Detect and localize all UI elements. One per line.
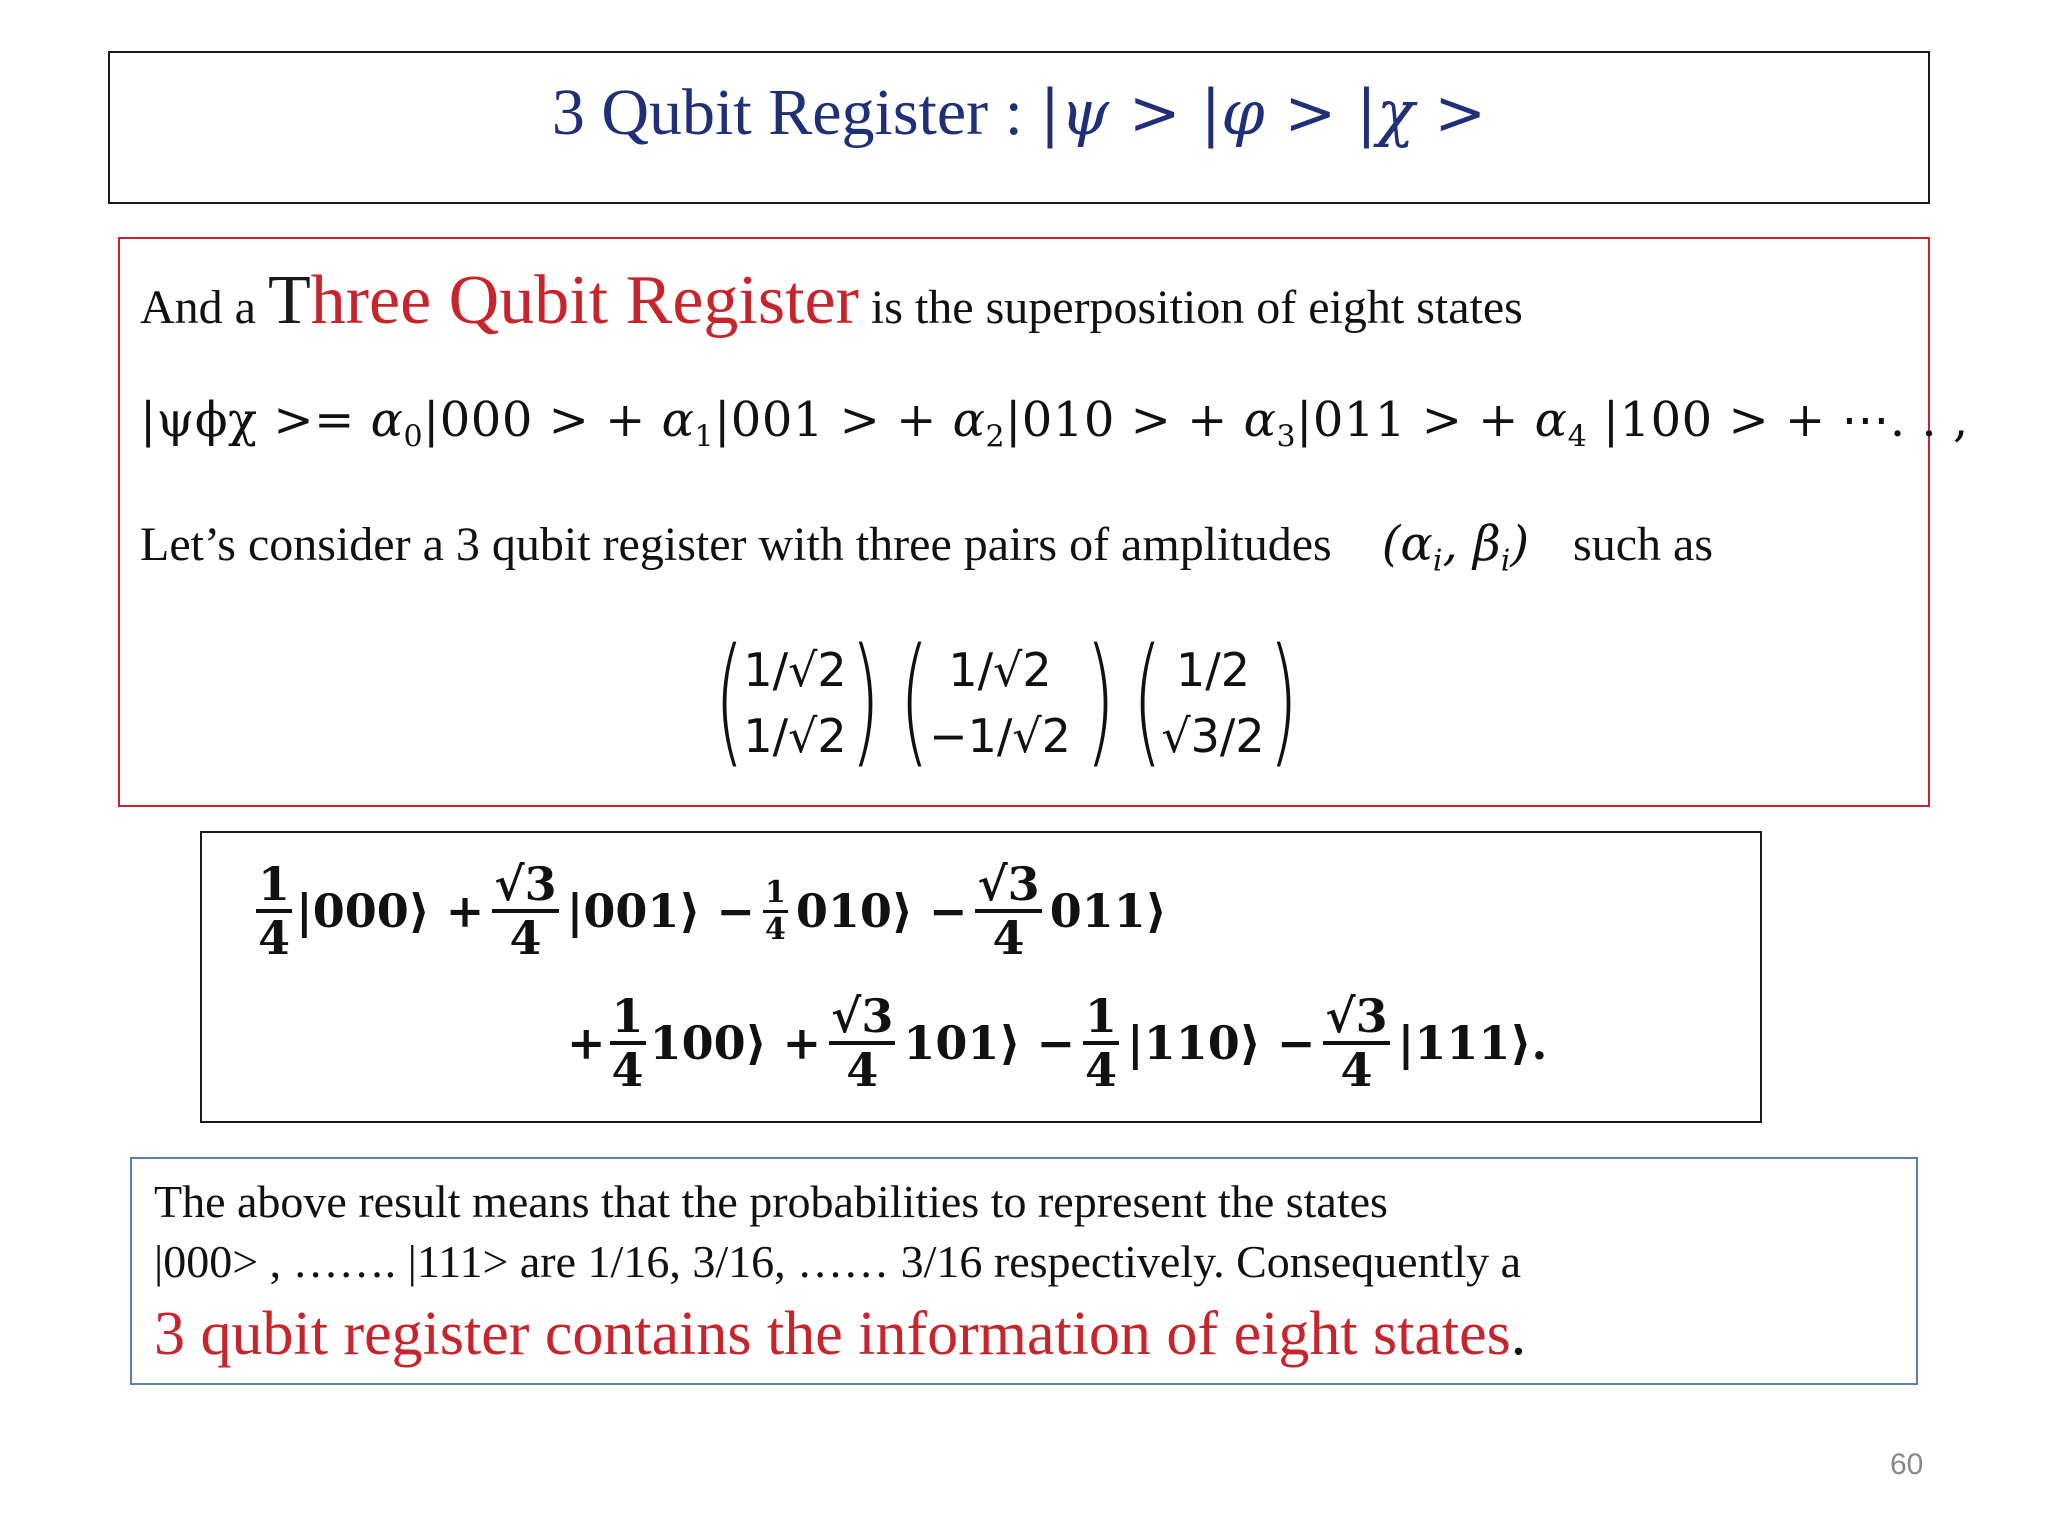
ket: |001 > xyxy=(714,392,897,448)
vector-3-top: 1/2 xyxy=(1175,643,1251,697)
ket-term: |110⟩ − xyxy=(1127,1016,1316,1070)
amplitude-vectors xyxy=(714,619,1440,782)
conclusion-text: 3 qubit register contains the information of eight states xyxy=(154,1300,1511,1368)
numerator: √3 xyxy=(1325,989,1388,1043)
result-line-2: |000> , ……. |111> are 1/16, 3/16, …… 3/16 respectively. Consequently a xyxy=(154,1236,1522,1287)
slide-title xyxy=(110,75,1928,151)
denominator: 4 xyxy=(846,1043,879,1097)
intro-text-a: And a xyxy=(140,281,268,334)
coef-sub: 0 xyxy=(403,419,424,455)
intro-line-1 xyxy=(140,261,1523,341)
fraction xyxy=(763,874,788,947)
denominator: 4 xyxy=(611,1043,644,1097)
denominator: 4 xyxy=(258,911,291,965)
state-lhs: |ψϕχ >= xyxy=(140,392,371,448)
term-4 xyxy=(1478,392,1969,455)
equation-row-1 xyxy=(252,857,1167,965)
ket: |000 > xyxy=(423,392,606,448)
vector-1 xyxy=(714,619,881,782)
vector-3-bottom: √3/2 xyxy=(1161,709,1265,763)
ket-term: |111⟩. xyxy=(1397,1016,1548,1070)
coef: + α xyxy=(896,392,986,448)
fraction xyxy=(1323,989,1389,1097)
coef: + α xyxy=(605,392,695,448)
expanded-state-equation xyxy=(200,831,1762,1123)
plus-sign: + xyxy=(567,1016,606,1070)
ket-term: 100⟩ + xyxy=(649,1016,822,1070)
ket-term: |001⟩ − xyxy=(566,884,755,938)
ket-term: 101⟩ − xyxy=(903,1016,1076,1070)
ket: |100 > + ⋯. . , xyxy=(1587,392,1969,448)
page-number: 60 xyxy=(1890,1448,1924,1481)
close-paren: ) xyxy=(1510,516,1530,572)
numerator: √3 xyxy=(494,857,557,911)
fraction xyxy=(610,989,646,1097)
denominator: 4 xyxy=(992,911,1025,965)
term-1 xyxy=(605,392,897,455)
vector-1-bottom: 1/√2 xyxy=(743,709,847,763)
amplitudes-text: Let’s consider a 3 qubit register with three pairs of amplitudes xyxy=(140,518,1332,571)
ket-term: 011⟩ xyxy=(1049,884,1167,938)
fraction xyxy=(975,857,1041,965)
numerator: √3 xyxy=(831,989,894,1043)
coef: α xyxy=(370,392,404,448)
ket-term: |000⟩ + xyxy=(296,884,485,938)
vector-2-bottom: −1/√2 xyxy=(929,709,1071,763)
intro-text-b: is the superposition of eight states xyxy=(858,281,1523,334)
numerator: √3 xyxy=(977,857,1040,911)
heading-rest: hree Qubit Register xyxy=(310,262,859,339)
numerator: 1 xyxy=(611,989,644,1043)
term-3 xyxy=(1187,392,1479,455)
alpha-sub: i xyxy=(1432,543,1443,579)
term-0 xyxy=(370,392,606,455)
fraction xyxy=(492,857,558,965)
ket-term: 010⟩ − xyxy=(795,884,968,938)
right-paren: ) xyxy=(1268,619,1299,782)
vector-2-top: 1/√2 xyxy=(948,643,1052,697)
superposition-equation xyxy=(140,392,1969,455)
left-paren: ( xyxy=(714,619,745,782)
coef-sub: 3 xyxy=(1276,419,1297,455)
denominator: 4 xyxy=(1340,1043,1373,1097)
amplitudes-line xyxy=(140,516,1713,579)
fraction xyxy=(1083,989,1119,1097)
left-paren: ( xyxy=(1132,619,1163,782)
coef-sub: 4 xyxy=(1567,419,1588,455)
right-paren: ) xyxy=(850,619,881,782)
left-paren: ( xyxy=(899,619,930,782)
ket: |011 > xyxy=(1296,392,1479,448)
title-prefix: 3 Qubit Register : xyxy=(551,76,1040,149)
denominator: 4 xyxy=(509,911,542,965)
result-box xyxy=(130,1157,1918,1385)
conclusion-period: . xyxy=(1510,1300,1527,1368)
denominator: 4 xyxy=(764,911,786,947)
vector-1-top: 1/√2 xyxy=(743,643,847,697)
three-qubit-register-heading xyxy=(268,262,859,339)
coef: + α xyxy=(1478,392,1568,448)
title-box xyxy=(108,51,1930,204)
beta: , β xyxy=(1442,516,1501,572)
result-line-1: The above result means that the probabilities to represent the states xyxy=(154,1176,1388,1227)
title-kets: |ψ > |φ > |χ > xyxy=(1039,76,1487,149)
vector-2 xyxy=(899,619,1116,782)
result-conclusion xyxy=(154,1299,1526,1370)
coef-sub: 1 xyxy=(694,419,715,455)
heading-initial: T xyxy=(267,262,311,339)
coef-sub: 2 xyxy=(985,419,1006,455)
term-2 xyxy=(896,392,1188,455)
fraction xyxy=(829,989,895,1097)
right-paren: ) xyxy=(1085,619,1116,782)
vector-3 xyxy=(1132,619,1299,782)
numerator: 1 xyxy=(258,857,291,911)
numerator: 1 xyxy=(1085,989,1118,1043)
alpha: (α xyxy=(1381,516,1433,572)
denominator: 4 xyxy=(1085,1043,1118,1097)
equation-row-2 xyxy=(567,989,1548,1097)
beta-sub: i xyxy=(1500,543,1511,579)
ket: |010 > xyxy=(1005,392,1188,448)
such-as-text: such as xyxy=(1573,518,1714,571)
intro-box xyxy=(118,237,1969,807)
coef: + α xyxy=(1187,392,1277,448)
fraction xyxy=(256,857,292,965)
amplitude-pair xyxy=(1381,516,1530,579)
numerator: 1 xyxy=(763,878,788,913)
